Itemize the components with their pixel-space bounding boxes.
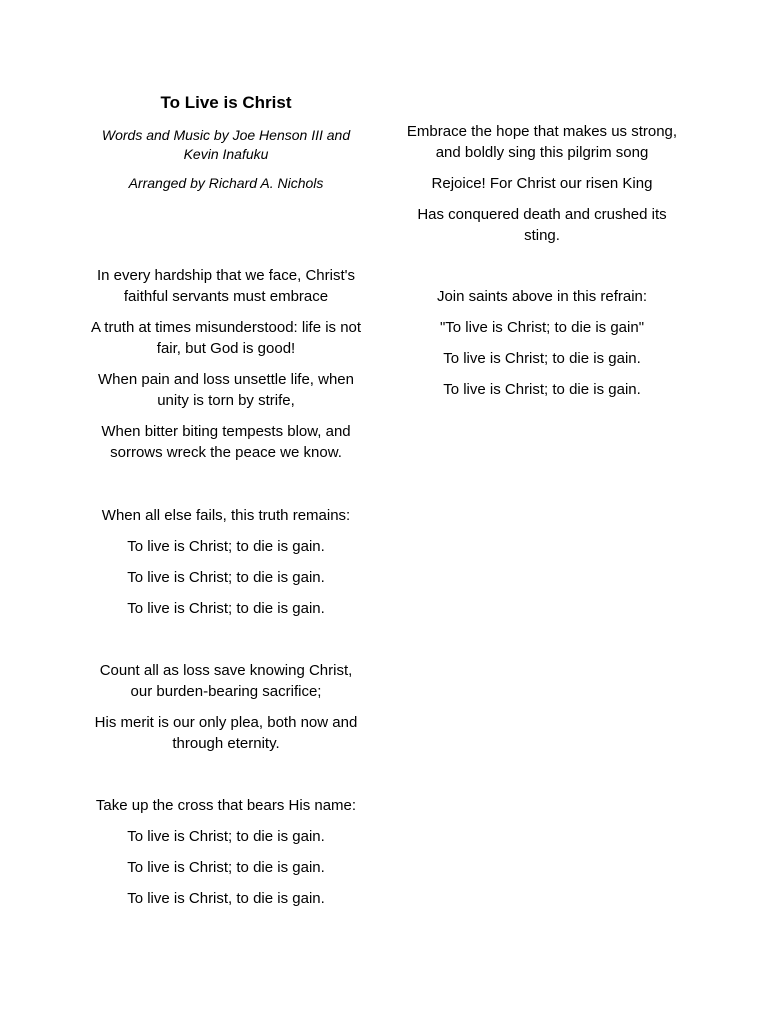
lyric-line: Join saints above in this refrain: <box>436 288 648 305</box>
lyric-line: Rejoice! For Christ our risen King <box>431 175 653 192</box>
hymn-title: To Live is Christ <box>160 93 292 112</box>
spacer <box>90 764 362 795</box>
verse-3 <box>404 121 680 246</box>
lyric-line: To live is Christ; to die is gain. <box>443 350 641 367</box>
lyric-line: When bitter biting tempests blow, and sorrows wreck the peace we know. <box>101 423 351 461</box>
refrain-2 <box>90 795 362 909</box>
right-column <box>404 121 680 410</box>
spacer <box>90 473 362 505</box>
lyric-line: Embrace the hope that makes us strong, and boldly sing this pilgrim song <box>406 123 678 161</box>
lyric-line: When all else fails, this truth remains: <box>101 507 351 524</box>
lyric-line: A truth at times misunderstood: life is not fair, but God is good! <box>90 319 362 357</box>
lyric-line: When pain and loss unsettle life, when unity is torn by strife, <box>98 371 354 409</box>
lyric-line: To live is Christ, to die is gain. <box>127 890 325 907</box>
lyric-line: To live is Christ; to die is gain. <box>127 569 325 586</box>
lyric-line: To live is Christ; to die is gain. <box>127 538 325 555</box>
arranger-credit: Arranged by Richard A. Nichols <box>128 175 324 191</box>
lyric-line: Count all as loss save knowing Christ, our burden-bearing sacrifice; <box>99 662 353 700</box>
left-column <box>90 92 362 919</box>
verse-1 <box>90 265 362 463</box>
refrain-1 <box>90 505 362 619</box>
lyric-line: His merit is our only plea, both now and through eternity. <box>94 714 358 752</box>
lyric-line: To live is Christ; to die is gain. <box>443 381 641 398</box>
lyric-line: To live is Christ; to die is gain. <box>127 600 325 617</box>
verse-2 <box>90 660 362 754</box>
lyric-line: To live is Christ; to die is gain. <box>127 859 325 876</box>
refrain-3 <box>404 286 680 400</box>
lyric-line: In every hardship that we face, Christ's faithful servants must embrace <box>97 267 355 305</box>
lyric-line: "To live is Christ; to die is gain" <box>439 319 645 336</box>
lyric-line: Take up the cross that bears His name: <box>95 797 357 814</box>
spacer <box>90 629 362 660</box>
words-music-credit: Words and Music by Joe Henson III and Kevin Inafuku <box>101 127 351 162</box>
spacer <box>90 203 362 265</box>
spacer <box>404 256 680 286</box>
lyric-line: To live is Christ; to die is gain. <box>127 828 325 845</box>
lyric-line: Has conquered death and crushed its sting. <box>417 206 667 244</box>
